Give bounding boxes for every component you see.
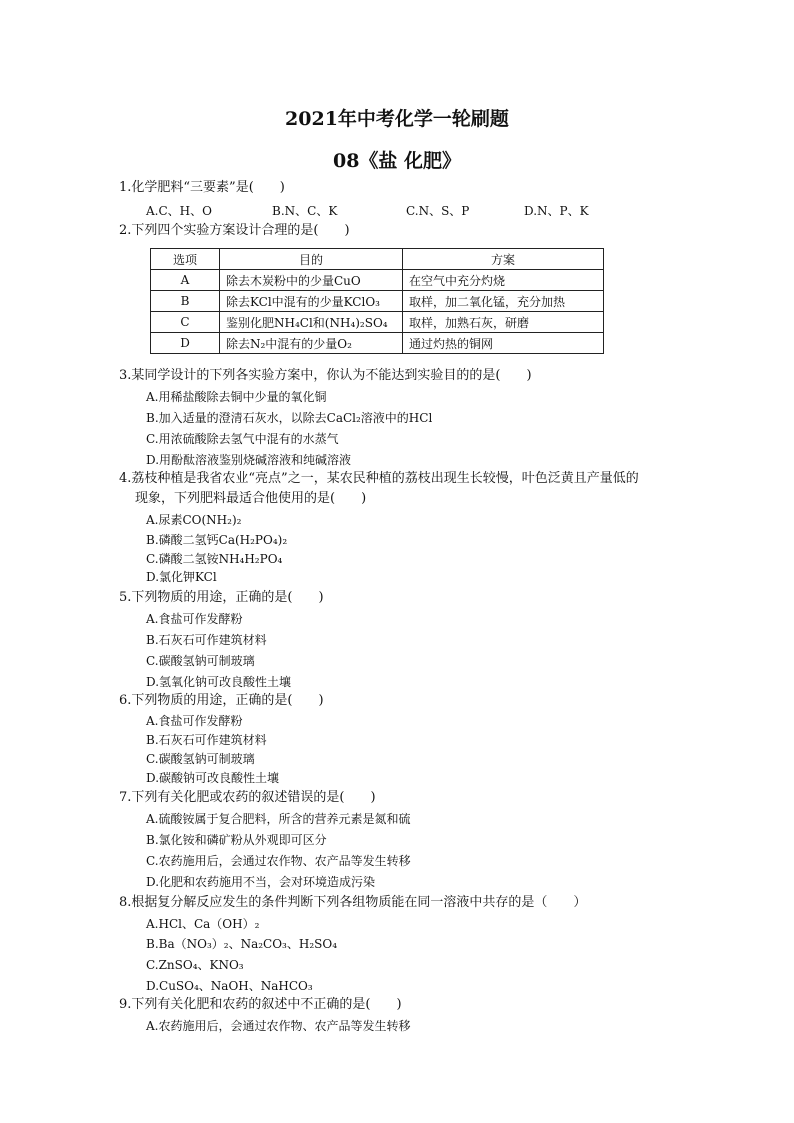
option-d: D.化肥和农药施用不当，会对环境造成污染 (146, 875, 376, 889)
option-d: D.用酚酞溶液鉴别烧碱溶液和纯碱溶液 (146, 453, 352, 467)
page-subtitle: 08《盐 化肥》 (332, 150, 462, 172)
option-d: D.CuSO₄、NaOH、NaHCO₃ (146, 979, 313, 993)
table-cell: 在空气中充分灼烧 (403, 270, 604, 291)
table-header-cell: 目的 (220, 249, 403, 270)
question-7-stem: 7.下列有关化肥或农药的叙述错误的是( ) (119, 790, 376, 805)
option-d: D.N、P、K (524, 204, 589, 218)
option-a: A.用稀盐酸除去铜中少量的氧化铜 (146, 390, 327, 404)
option-c: C.农药施用后，会通过农作物、农产品等发生转移 (146, 854, 411, 868)
option-b: B.N、C、K (272, 204, 338, 218)
question-3-stem: 3.某同学设计的下列各实验方案中，你认为不能达到实验目的的是( ) (119, 368, 532, 383)
option-a: A.硫酸铵属于复合肥料，所含的营养元素是氮和硫 (146, 812, 411, 826)
table-header-cell: 方案 (403, 249, 604, 270)
option-c: C.用浓硫酸除去氢气中混有的水蒸气 (146, 432, 339, 446)
question-9-stem: 9.下列有关化肥和农药的叙述中不正确的是( ) (119, 997, 402, 1012)
table-cell: C (151, 312, 220, 333)
question-4-stem-cont: 现象，下列肥料最适合他使用的是( ) (135, 491, 367, 506)
table-cell: 通过灼热的铜网 (403, 333, 604, 354)
question-6-stem: 6.下列物质的用途，正确的是( ) (119, 693, 324, 708)
option-b: B.加入适量的澄清石灰水，以除去CaCl₂溶液中的HCl (146, 411, 433, 425)
option-b: B.Ba（NO₃）₂、Na₂CO₃、H₂SO₄ (146, 937, 338, 951)
option-d: D.氯化钾KCl (146, 570, 217, 584)
table-row (151, 270, 604, 291)
table-header-cell: 选项 (151, 249, 220, 270)
table-row (151, 291, 604, 312)
question-2-table (150, 248, 604, 354)
option-c: C.碳酸氢钠可制玻璃 (146, 752, 255, 766)
question-4-stem: 4.荔枝种植是我省农业“亮点”之一，某农民种植的荔枝出现生长较慢，叶色泛黄且产量低的 (119, 471, 639, 486)
table-cell: D (151, 333, 220, 354)
table-cell: 除去N₂中混有的少量O₂ (220, 333, 403, 354)
question-2-stem: 2.下列四个实验方案设计合理的是( ) (119, 223, 350, 238)
table-row (151, 312, 604, 333)
option-a: A.食盐可作发酵粉 (146, 612, 243, 626)
option-c: C.N、S、P (406, 204, 470, 218)
option-c: C.磷酸二氢铵NH₄H₂PO₄ (146, 552, 283, 566)
table-header-row (151, 249, 604, 270)
option-b: B.石灰石可作建筑材料 (146, 733, 267, 747)
option-a: A.尿素CO(NH₂)₂ (146, 513, 242, 527)
option-b: B.石灰石可作建筑材料 (146, 633, 267, 647)
option-d: D.氢氧化钠可改良酸性土壤 (146, 675, 292, 689)
option-a: A.食盐可作发酵粉 (146, 714, 243, 728)
option-c: C.ZnSO₄、KNO₃ (146, 958, 244, 972)
page-title: 2021年中考化学一轮刷题 (285, 108, 509, 130)
option-a: A.HCl、Ca（OH）₂ (146, 917, 260, 931)
option-b: B.氯化铵和磷矿粉从外观即可区分 (146, 833, 327, 847)
option-c: C.碳酸氢钠可制玻璃 (146, 654, 255, 668)
table-cell: B (151, 291, 220, 312)
option-a: A.农药施用后，会通过农作物、农产品等发生转移 (146, 1019, 411, 1033)
question-8-stem: 8.根据复分解反应发生的条件判断下列各组物质能在同一溶液中共存的是（ ） (119, 895, 587, 910)
table-row (151, 333, 604, 354)
table-cell: 取样，加二氧化锰，充分加热 (403, 291, 604, 312)
table-cell: 取样，加熟石灰，研磨 (403, 312, 604, 333)
option-b: B.磷酸二氢钙Ca(H₂PO₄)₂ (146, 533, 288, 547)
question-1-stem: 1.化学肥料“三要素”是( ) (119, 180, 285, 195)
option-a: A.C、H、O (146, 204, 212, 218)
table-cell: 除去木炭粉中的少量CuO (220, 270, 403, 291)
question-5-stem: 5.下列物质的用途，正确的是( ) (119, 590, 324, 605)
table-cell: 除去KCl中混有的少量KClO₃ (220, 291, 403, 312)
table-cell: 鉴别化肥NH₄Cl和(NH₄)₂SO₄ (220, 312, 403, 333)
table-cell: A (151, 270, 220, 291)
option-d: D.碳酸钠可改良酸性土壤 (146, 771, 280, 785)
